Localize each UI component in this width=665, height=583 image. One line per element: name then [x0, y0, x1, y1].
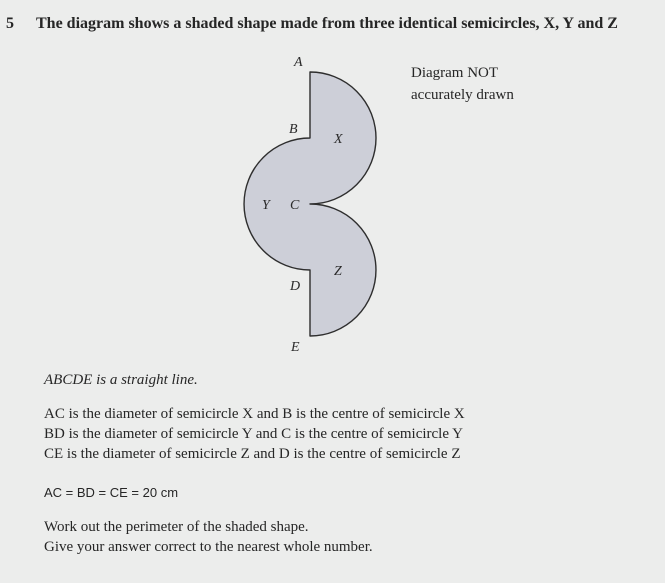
- point-label-d: D: [290, 279, 301, 294]
- task-line-1: Work out the perimeter of the shaded shape.: [44, 519, 309, 535]
- point-label-a: A: [294, 55, 303, 70]
- semicircle-label-y: Y: [262, 198, 270, 213]
- question-number: 5: [6, 15, 14, 32]
- point-label-c: C: [290, 198, 300, 213]
- semicircle-x-statement: AC is the diameter of semicircle X and B is the centre of semicircle X: [44, 406, 465, 422]
- task-line-2: Give your answer correct to the nearest whole number.: [44, 539, 373, 555]
- diagram-note-line2: accurately drawn: [411, 87, 514, 103]
- point-label-e: E: [291, 340, 300, 355]
- question-intro: The diagram shows a shaded shape made from three identical semicircles, X, Y and Z: [36, 15, 618, 32]
- point-label-b: B: [289, 122, 298, 137]
- diagram-note-line1: Diagram NOT: [411, 65, 499, 81]
- length-equation: AC = BD = CE = 20 cm: [44, 485, 179, 500]
- semicircle-label-z: Z: [334, 264, 342, 279]
- semicircle-label-x: X: [334, 132, 343, 147]
- semicircle-z-statement: CE is the diameter of semicircle Z and D is the centre of semicircle Z: [44, 446, 461, 462]
- straight-line-statement: ABCDE is a straight line.: [44, 372, 198, 388]
- semicircle-y-statement: BD is the diameter of semicircle Y and C is the centre of semicircle Y: [44, 426, 464, 442]
